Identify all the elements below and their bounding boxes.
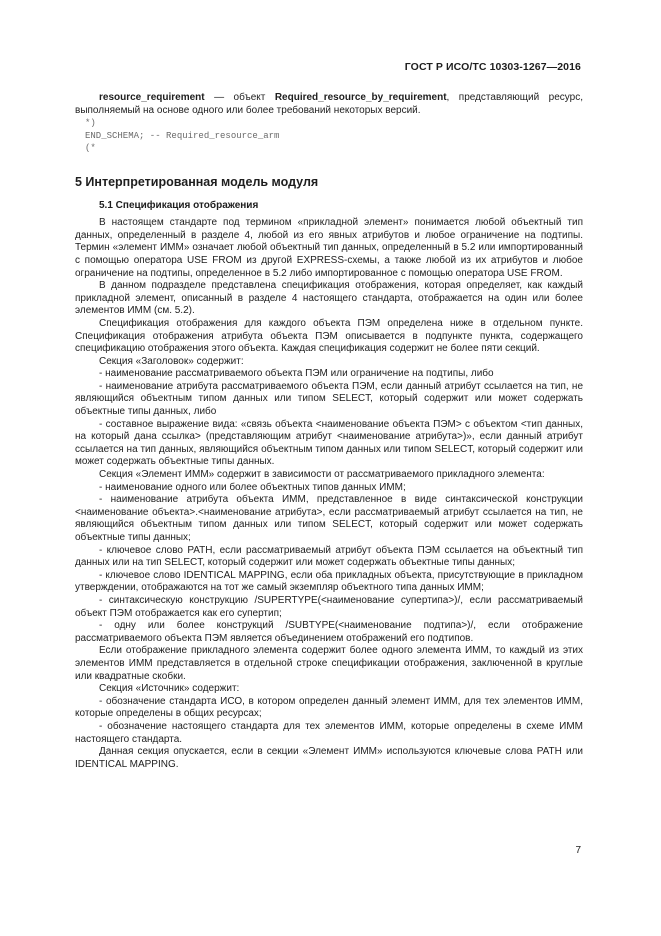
paragraph-list [75, 217, 583, 771]
code-line: END_SCHEMA; -- Required_resource_arm [85, 130, 280, 141]
code-line: *) [85, 118, 96, 129]
body-paragraph: Если отображение прикладного элемента содержит более одного элемента ИММ, то каждый из этих элементов ИММ представляется в отдельной строке спецификации отображения, заключенной в круглые или квадратные скобки. [75, 645, 583, 682]
page-body [75, 92, 583, 771]
intro-entity: Required_resource_by_requirement [274, 92, 447, 103]
intro-term: resource_requirement [99, 92, 205, 103]
body-paragraph: - наименование атрибута объекта ИММ, представленное в виде синтаксической конструкции <наименование объекта>.<наименование атрибута>, если рассматриваемый атрибут ссылается на тип, не являющийся объектным типом данных или типом SELECT, который содержит или может содержать объектные типы данных; [75, 494, 583, 543]
body-paragraph: - наименование одного или более объектных типов данных ИММ; [99, 481, 406, 493]
body-paragraph: Спецификация отображения для каждого объекта ПЭМ определена ниже в отдельном пункте. Спецификация отображения атрибута объекта ПЭМ описывается в подпункте пункта, содержащего спецификацию отображения этого объекта. Каждая спецификация содержит не более пяти секций. [75, 317, 583, 355]
intro-rest: , представляющий ресурс, выполняемый на основе одного или более требований некоторых версий. [75, 92, 583, 116]
body-paragraph: Секция «Заголовок» содержит: [99, 355, 244, 367]
body-paragraph: - наименование атрибута рассматриваемого объекта ПЭМ, если данный атрибут ссылается на тип, не являющийся объектным типом данных или типом SELECT, который содержит или может содержать объектные типы данных, либо [75, 380, 583, 418]
body-paragraph: В настоящем стандарте под термином «прикладной элемент» понимается любой объектный тип данных, определенный в разделе 4, любой из его явных атрибутов и любое ограничение на подтипы. Термин «элемент ИММ» означает любой объектный тип данных, определенный в 5.2 или импортированный с помощью оператора USE FROM из другой EXPRESS-схемы, а также любой из их атрибутов и любое ограничение на подтипы, определенное в 5.2 либо импортированное с помощью оператора USE FROM. [75, 217, 583, 279]
section-heading: 5 Интерпретированная модель модуля [75, 174, 319, 189]
body-paragraph: В данном подразделе представлена спецификация отображения, которая определяет, как каждый прикладной элемент, описанный в разделе 4 настоящего стандарта, отображается на один или более элементов ИММ (см. 5.2). [75, 280, 583, 317]
body-paragraph: - составное выражение вида: «связь объекта <наименование объекта ПЭМ> с объектом <тип данных, на который дана ссылка> (представляющим атрибут <наименование атрибута>)», если данный атрибут ссылается на тип данных, являющийся объектным типом данных или типом SELECT, который содержит или может содержать объектные типы данных. [75, 418, 583, 468]
page-number: 7 [575, 845, 581, 856]
intro-paragraph [75, 92, 583, 117]
body-paragraph: - ключевое слово IDENTICAL MAPPING, если оба прикладных объекта, присутствующие в прикладном утверждении, отображаются на тот же самый экземпляр объектного типа данных ИММ; [75, 569, 583, 594]
subsection-heading: 5.1 Спецификация отображения [99, 199, 259, 211]
intro-dash: — объект [204, 92, 275, 103]
body-paragraph: Секция «Источник» содержит: [99, 683, 240, 695]
body-paragraph: - синтаксическую конструкцию /SUPERTYPE(<наименование супертипа>)/, если рассматриваемый объект ПЭМ отображается как его супертип; [75, 594, 583, 619]
body-paragraph: - ключевое слово PATH, если рассматриваемый атрибут объекта ПЭМ ссылается на объектный тип данных или на тип SELECT, который содержит или может содержать объектные типы данных; [75, 544, 583, 569]
code-line: (* [85, 143, 96, 154]
body-paragraph: Данная секция опускается, если в секции «Элемент ИММ» используются ключевые слова PATH или IDENTICAL MAPPING. [75, 746, 583, 770]
body-paragraph: - наименование рассматриваемого объекта ПЭМ или ограничение на подтипы, либо [99, 368, 494, 380]
body-paragraph: - обозначение стандарта ИСО, в котором определен данный элемент ИММ, для тех элементов ИММ, которые определены в общих ресурсах; [75, 695, 583, 720]
body-paragraph: - одну или более конструкций /SUBTYPE(<наименование подтипа>)/, если отображение рассматриваемого объекта ПЭМ является объединением отображений его подтипов. [75, 620, 583, 644]
body-paragraph: Секция «Элемент ИММ» содержит в зависимости от рассматриваемого прикладного элемента: [99, 469, 545, 481]
standard-header: ГОСТ Р ИСО/ТС 10303-1267—2016 [404, 61, 581, 73]
body-paragraph: - обозначение настоящего стандарта для тех элементов ИММ, которые определены в схеме ИММ настоящего стандарта. [75, 720, 583, 745]
